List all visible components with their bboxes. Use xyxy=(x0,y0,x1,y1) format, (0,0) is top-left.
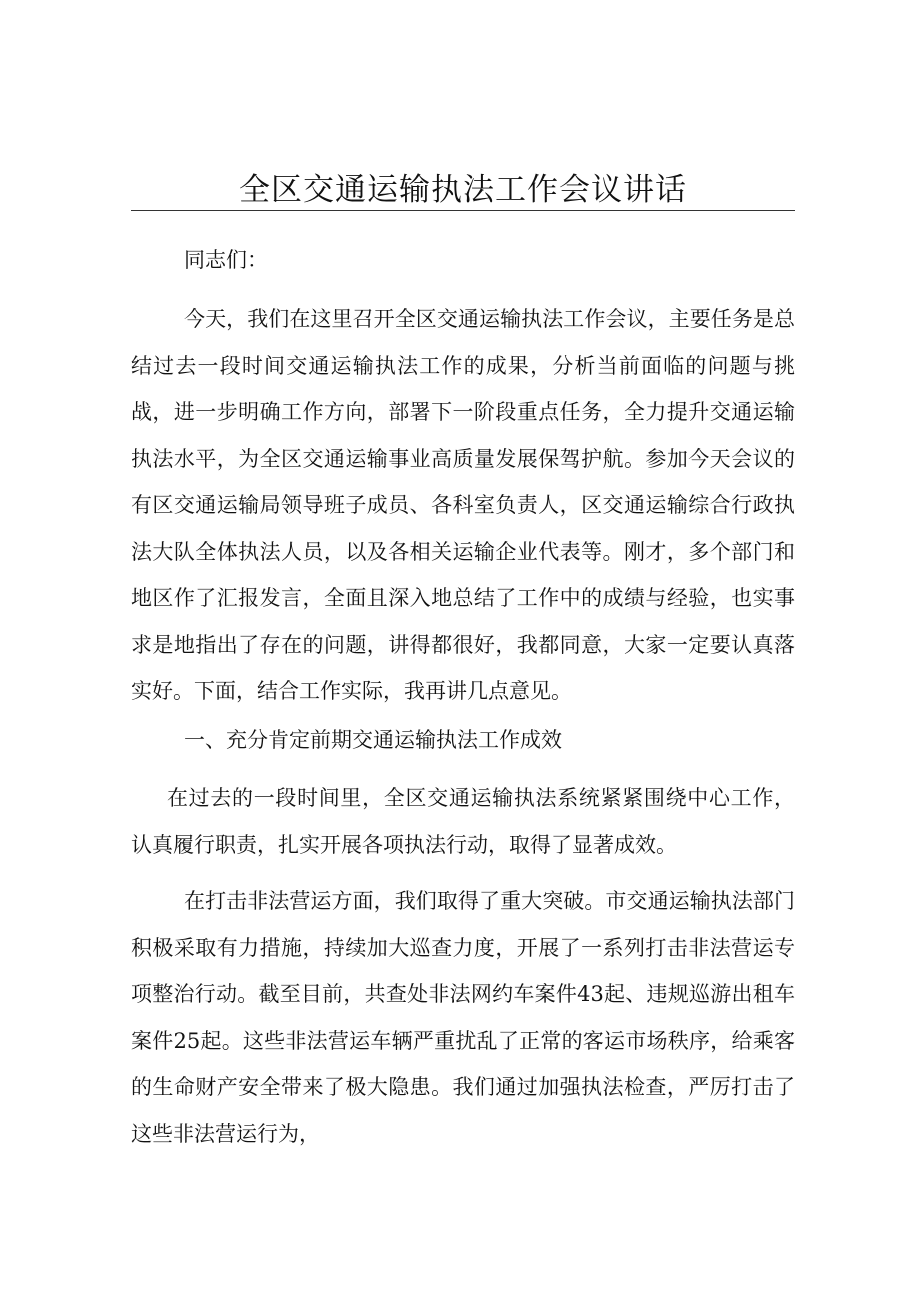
paragraph-illegal-operation: 在打击非法营运方面，我们取得了重大突破。市交通运输执法部门积极采取有力措施，持续加大巡查力度，开展了一系列打击非法营运专项整治行动。截至目前，共查处非法网约车案件43起、违规巡游出租车案件25起。这些非法营运车辆严重扰乱了正常的客运市场秩序，给乘客的生命财产安全带来了极大隐患。我们通过加强执法检查，严厉打击了这些非法营运行为， xyxy=(131,889,795,1146)
section-heading-1: 一、充分肯定前期交通运输执法工作成效 xyxy=(184,728,562,752)
paragraph-overview: 在过去的一段时间里，全区交通运输执法系统紧紧围绕中心工作，认真履行职责，扎实开展各项执法行动，取得了显著成效。 xyxy=(131,786,795,857)
greeting-line: 同志们： xyxy=(184,248,268,272)
document-title: 全区交通运输执法工作会议讲话 xyxy=(239,172,687,208)
title-underline xyxy=(131,210,795,211)
paragraph-intro: 今天，我们在这里召开全区交通运输执法工作会议，主要任务是总结过去一段时间交通运输执法工作的成果，分析当前面临的问题与挑战，进一步明确工作方向，部署下一阶段重点任务，全力提升交通运输执法水平，为全区交通运输事业高质量发展保驾护航。参加今天会议的有区交通运输局领导班子成员、各科室负责人，区交通运输综合行政执法大队全体执法人员，以及各相关运输企业代表等。刚才，多个部门和地区作了汇报发言，全面且深入地总结了工作中的成绩与经验，也实事求是地指出了存在的问题，讲得都很好，我都同意，大家一定要认真落实好。下面，结合工作实际，我再讲几点意见。 xyxy=(131,307,795,703)
